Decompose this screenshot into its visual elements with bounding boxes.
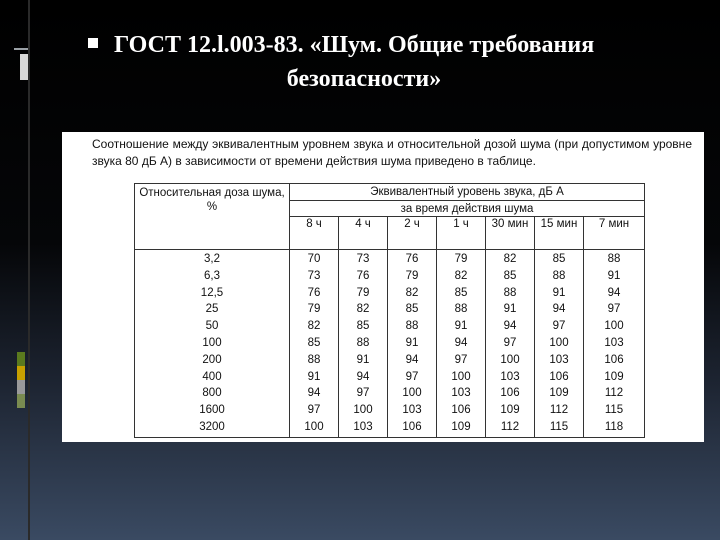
- level-value: 100: [500, 353, 520, 366]
- level-values-cell: [437, 250, 486, 438]
- level-value: 106: [402, 420, 422, 433]
- column-header: 7 мин: [584, 217, 645, 250]
- slide-title-line2: безопасности»: [286, 66, 442, 92]
- level-value: 76: [356, 269, 370, 282]
- level-value: 109: [500, 404, 520, 417]
- level-value: 73: [356, 253, 370, 265]
- level-value: 88: [356, 336, 370, 349]
- level-value: 109: [451, 420, 471, 433]
- level-value: 94: [307, 387, 321, 400]
- level-value: 88: [607, 253, 621, 265]
- level-value: 94: [454, 336, 468, 349]
- level-value: 115: [549, 420, 569, 433]
- level-value: 97: [405, 370, 419, 383]
- level-value: 91: [356, 353, 370, 366]
- level-value: 103: [549, 353, 569, 366]
- level-value: 100: [304, 420, 324, 433]
- level-value: 82: [454, 269, 468, 282]
- level-value: 109: [549, 387, 569, 400]
- dose-values-cell: [135, 250, 290, 438]
- dose-value: 400: [202, 370, 222, 383]
- slide-title-line1: ГОСТ 12.l.003-83. «Шум. Общие требования: [114, 32, 595, 58]
- level-value: 109: [604, 370, 624, 383]
- noise-dose-table: [134, 183, 645, 438]
- dose-value: 6,3: [204, 269, 220, 282]
- document-image: [62, 132, 704, 442]
- level-value: 100: [402, 387, 422, 400]
- level-value: 106: [451, 404, 471, 417]
- slide-title: [88, 28, 688, 96]
- dose-value: 12,5: [200, 286, 224, 299]
- level-values-cell: [339, 250, 388, 438]
- dose-value: 25: [205, 303, 219, 316]
- level-value: 94: [356, 370, 370, 383]
- decorative-line: [14, 48, 28, 50]
- intro-paragraph: Соотношение между эквивалентным уровнем звука и относительной дозой шума (при допустимом уровне звука 80 дБ А) в зависимости от времени действия шума приведено в таблице.: [92, 137, 692, 168]
- column-header: 30 мин: [486, 217, 535, 250]
- level-value: 85: [405, 303, 419, 316]
- column-header: 1 ч: [437, 217, 486, 250]
- level-value: 100: [604, 320, 624, 333]
- level-values-cell: [388, 250, 437, 438]
- level-value: 115: [604, 404, 624, 417]
- level-value: 82: [307, 320, 321, 333]
- level-value: 103: [604, 336, 624, 349]
- level-value: 79: [454, 253, 468, 265]
- level-value: 88: [552, 269, 566, 282]
- level-value: 100: [549, 336, 569, 349]
- level-value: 85: [552, 253, 566, 265]
- dose-value: 100: [202, 336, 222, 349]
- level-value: 70: [307, 253, 321, 265]
- decorative-square-olive: [17, 394, 25, 408]
- level-values-cell: [290, 250, 339, 438]
- level-value: 82: [405, 286, 419, 299]
- time-header: за время действия шума: [290, 201, 645, 217]
- level-value: 91: [503, 303, 517, 316]
- level-value: 97: [454, 353, 468, 366]
- level-value: 91: [307, 370, 321, 383]
- level-value: 112: [604, 387, 624, 400]
- level-value: 94: [552, 303, 566, 316]
- level-value: 91: [552, 286, 566, 299]
- level-value: 79: [356, 286, 370, 299]
- level-value: 100: [451, 370, 471, 383]
- column-header: 4 ч: [339, 217, 388, 250]
- dose-value: 3200: [199, 420, 225, 433]
- level-value: 97: [607, 303, 621, 316]
- level-value: 85: [307, 336, 321, 349]
- dose-value: 200: [202, 353, 222, 366]
- level-value: 97: [356, 387, 370, 400]
- level-value: 76: [307, 286, 321, 299]
- decorative-block: [20, 54, 28, 80]
- dose-value: 3,2: [204, 253, 220, 265]
- square-bullet-icon: [88, 38, 98, 48]
- level-value: 103: [500, 370, 520, 383]
- level-value: 97: [503, 336, 517, 349]
- level-value: 103: [353, 420, 373, 433]
- level-values-cell: [535, 250, 584, 438]
- left-divider-line: [28, 0, 30, 540]
- level-value: 118: [604, 420, 624, 433]
- level-value: 82: [356, 303, 370, 316]
- level-value: 91: [454, 320, 468, 333]
- level-values-cell: [584, 250, 645, 438]
- level-values-cell: [486, 250, 535, 438]
- dose-value: 50: [205, 320, 219, 333]
- level-value: 94: [405, 353, 419, 366]
- level-value: 73: [307, 269, 321, 282]
- level-value: 88: [454, 303, 468, 316]
- level-value: 79: [405, 269, 419, 282]
- level-value: 91: [405, 336, 419, 349]
- dose-value: 800: [202, 387, 222, 400]
- level-value: 103: [451, 387, 471, 400]
- level-value: 85: [503, 269, 517, 282]
- level-value: 94: [607, 286, 621, 299]
- level-value: 106: [549, 370, 569, 383]
- level-header: Эквивалентный уровень звука, дБ А: [290, 184, 645, 201]
- level-value: 76: [405, 253, 419, 265]
- level-value: 106: [604, 353, 624, 366]
- level-value: 106: [500, 387, 520, 400]
- level-value: 82: [503, 253, 517, 265]
- column-header: 2 ч: [388, 217, 437, 250]
- level-value: 100: [353, 404, 373, 417]
- level-value: 97: [307, 404, 321, 417]
- level-value: 97: [552, 320, 566, 333]
- decorative-square-gray: [17, 380, 25, 394]
- dose-value: 1600: [199, 404, 225, 417]
- level-value: 88: [307, 353, 321, 366]
- level-value: 91: [607, 269, 621, 282]
- level-value: 88: [405, 320, 419, 333]
- level-value: 79: [307, 303, 321, 316]
- level-value: 94: [503, 320, 517, 333]
- level-value: 85: [356, 320, 370, 333]
- column-header: 8 ч: [290, 217, 339, 250]
- dose-column-header: Относительная доза шума, %: [135, 184, 290, 250]
- level-value: 112: [549, 404, 569, 417]
- table-data-row: [135, 250, 645, 438]
- decorative-square-green: [17, 352, 25, 366]
- level-value: 85: [454, 286, 468, 299]
- level-value: 103: [402, 404, 422, 417]
- column-header: 15 мин: [535, 217, 584, 250]
- decorative-square-gold: [17, 366, 25, 380]
- level-value: 112: [500, 420, 520, 433]
- level-value: 88: [503, 286, 517, 299]
